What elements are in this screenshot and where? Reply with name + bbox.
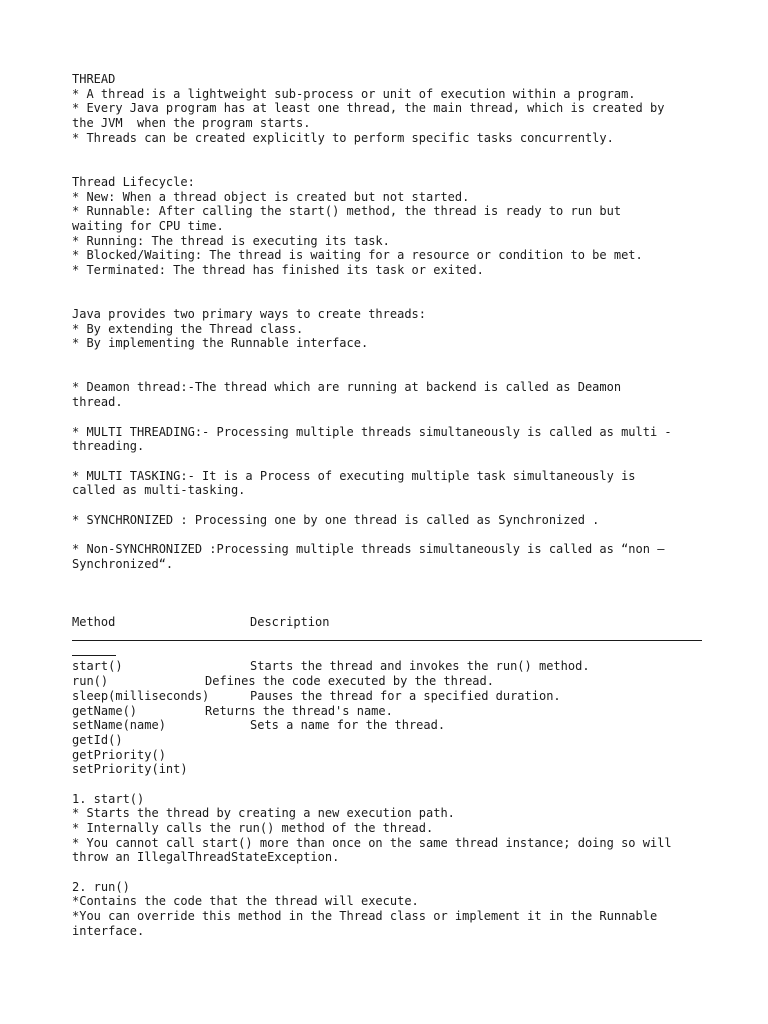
section-heading: 1. start()	[72, 791, 145, 806]
bullet-line: * Threads can be created explicitly to perform specific tasks concurrently.	[72, 130, 614, 145]
header-method: Method	[72, 615, 116, 630]
bullet-line: * Starts the thread by creating a new execution path.	[72, 806, 455, 821]
paragraph-line-continued: called as multi-tasking.	[72, 483, 246, 498]
bullet-line: * Every Java program has at least one thread, the main thread, which is created by	[72, 101, 665, 116]
paragraph-line: * Non-SYNCHRONIZED :Processing multiple threads simultaneously is called as “non –	[72, 542, 665, 557]
table-row	[72, 748, 702, 763]
method-name: sleep(milliseconds)	[72, 688, 210, 703]
header-divider-tail	[72, 645, 116, 660]
start-section	[72, 792, 702, 865]
method-name: getName()	[72, 703, 138, 718]
bullet-line-continued: throw an IllegalThreadStateException.	[72, 850, 340, 865]
method-description: Starts the thread and invokes the run() method.	[250, 659, 590, 674]
spacer	[72, 278, 702, 307]
method-name: run()	[72, 674, 109, 689]
bullet-line: * You cannot call start() more than once on the same thread instance; doing so will	[72, 835, 672, 850]
method-name: getId()	[72, 732, 123, 747]
section-heading: Thread Lifecycle:	[72, 174, 195, 189]
method-description: Sets a name for the thread.	[250, 718, 446, 733]
spacer	[72, 145, 702, 174]
lifecycle-section	[72, 175, 702, 278]
bullet-line: * Running: The thread is executing its task.	[72, 233, 390, 248]
table-row	[72, 718, 702, 733]
paragraph-line: * MULTI THREADING:- Processing multiple threads simultaneously is called as multi -	[72, 424, 672, 439]
bullet-line: * New: When a thread object is created but not started.	[72, 189, 470, 204]
method-description: Defines the code executed by the thread.	[205, 674, 494, 689]
table-row	[72, 659, 702, 674]
section-heading: Java provides two primary ways to create threads:	[72, 307, 427, 322]
bullet-line-continued: the JVM when the program starts.	[72, 116, 311, 131]
spacer	[72, 571, 702, 615]
method-name: setPriority(int)	[72, 762, 188, 777]
spacer	[72, 498, 702, 513]
table-row	[72, 733, 702, 748]
spacer	[72, 527, 702, 542]
header-divider	[72, 630, 702, 645]
method-description: Pauses the thread for a specified duration.	[250, 688, 561, 703]
bullet-line: * A thread is a lightweight sub-process or unit of execution within a program.	[72, 86, 636, 101]
section-heading: 2. run()	[72, 879, 130, 894]
paragraph-line-continued: Synchronized“.	[72, 556, 174, 571]
bullet-line: *You can override this method in the Thread class or implement it in the Runnable	[72, 909, 658, 924]
multithreading-paragraph	[72, 425, 702, 454]
bullet-line: * By implementing the Runnable interface.	[72, 336, 369, 351]
paragraph-line: * Deamon thread:-The thread which are running at backend is called as Deamon	[72, 380, 622, 395]
method-name: setName(name)	[72, 718, 166, 733]
multitasking-paragraph	[72, 469, 702, 498]
method-table	[72, 615, 702, 777]
header-description: Description	[250, 615, 330, 630]
table-row	[72, 704, 702, 719]
create-ways-section	[72, 307, 702, 351]
bullet-line-continued: waiting for CPU time.	[72, 218, 224, 233]
bullet-line: * Internally calls the run() method of the thread.	[72, 821, 434, 836]
table-header	[72, 615, 702, 630]
bullet-line: *Contains the code that the thread will execute.	[72, 894, 419, 909]
method-name: start()	[72, 659, 123, 674]
non-synchronized-paragraph	[72, 542, 702, 571]
method-name: getPriority()	[72, 747, 166, 762]
spacer	[72, 865, 702, 880]
daemon-paragraph	[72, 380, 702, 409]
spacer	[72, 777, 702, 792]
synchronized-paragraph: * SYNCHRONIZED : Processing one by one thread is called as Synchronized .	[72, 512, 600, 527]
paragraph-line-continued: threading.	[72, 439, 145, 454]
run-section	[72, 880, 702, 939]
paragraph-line: * MULTI TASKING:- It is a Process of executing multiple task simultaneously is	[72, 468, 636, 483]
bullet-line: * By extending the Thread class.	[72, 321, 304, 336]
bullet-line: * Blocked/Waiting: The thread is waiting for a resource or condition to be met.	[72, 248, 643, 263]
bullet-line: * Terminated: The thread has finished its task or exited.	[72, 262, 484, 277]
bullet-line: * Runnable: After calling the start() method, the thread is ready to run but	[72, 204, 622, 219]
paragraph-line-continued: thread.	[72, 395, 123, 410]
spacer	[72, 454, 702, 469]
table-row	[72, 689, 702, 704]
spacer	[72, 351, 702, 380]
table-row	[72, 762, 702, 777]
spacer	[72, 410, 702, 425]
document-page	[72, 72, 702, 939]
table-row	[72, 674, 702, 689]
thread-section	[72, 72, 702, 145]
method-description: Returns the thread's name.	[205, 703, 393, 718]
bullet-line-continued: interface.	[72, 923, 145, 938]
section-heading: THREAD	[72, 72, 116, 86]
